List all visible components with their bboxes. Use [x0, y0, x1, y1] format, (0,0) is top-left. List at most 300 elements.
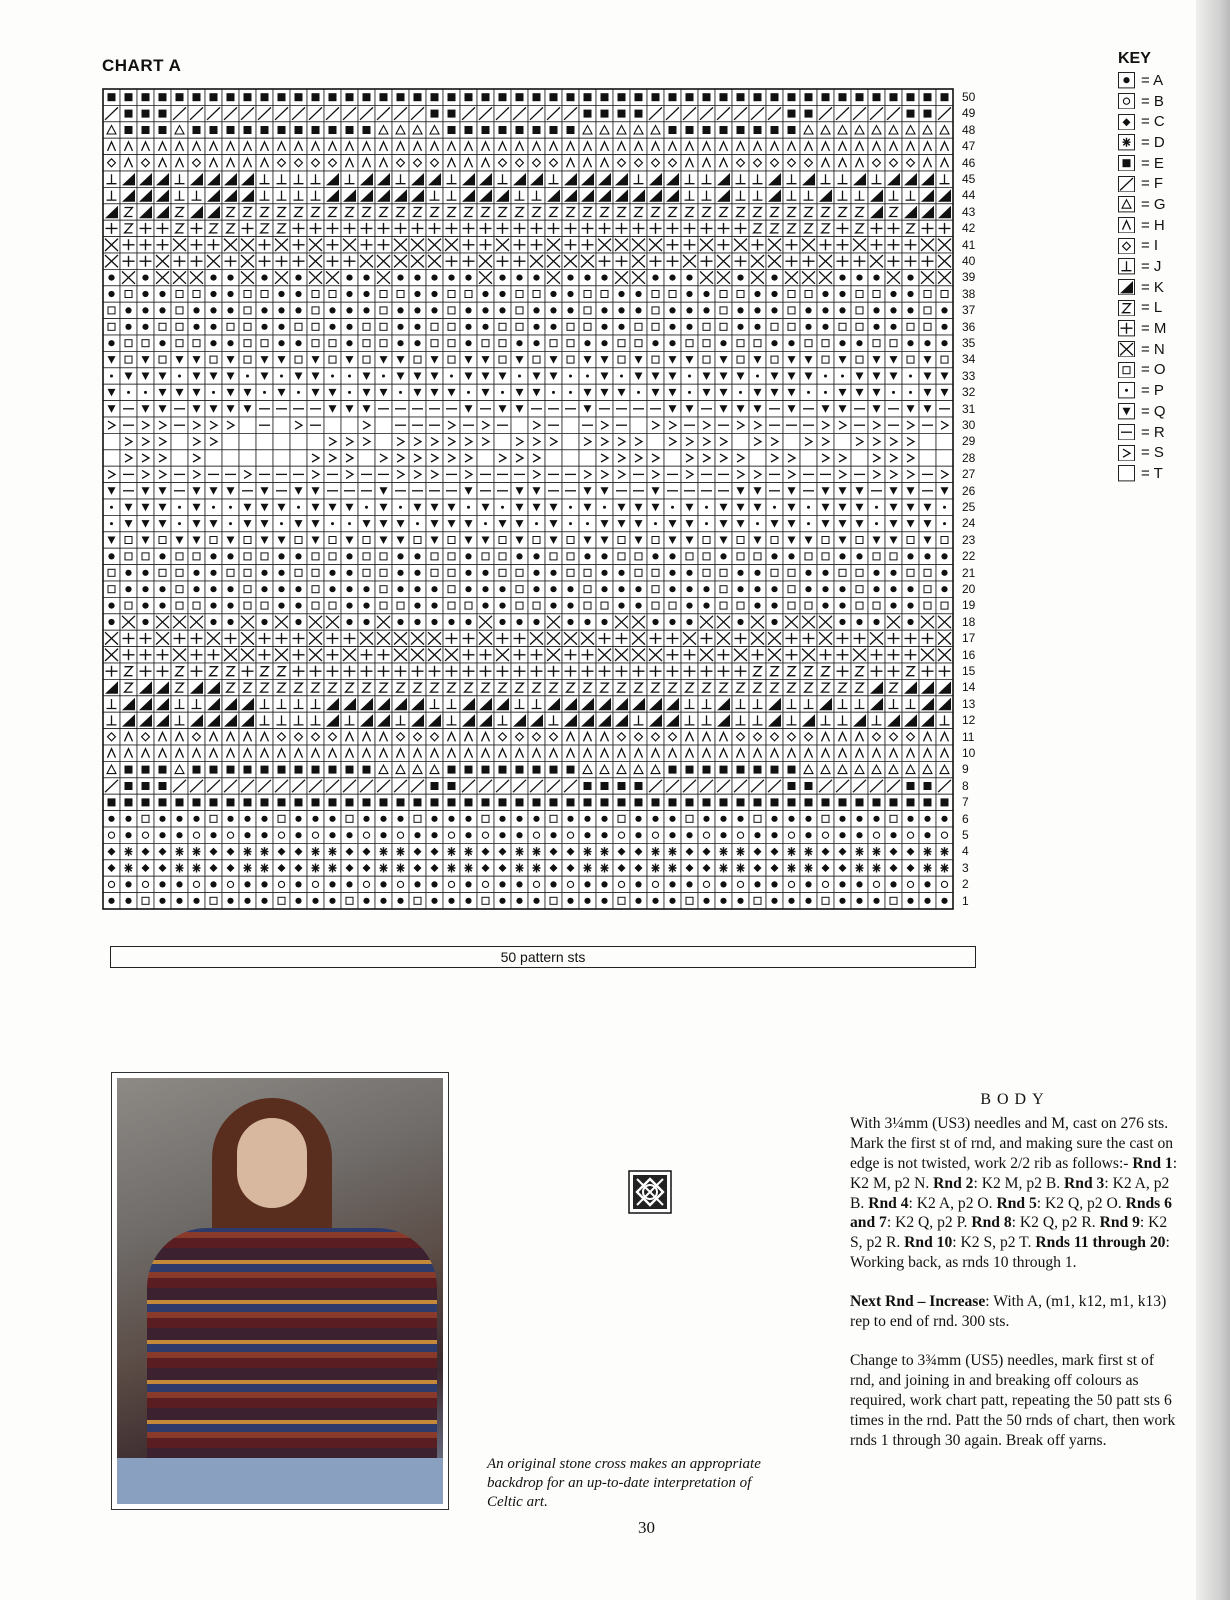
chart-cell [936, 237, 953, 253]
chart-cell [341, 155, 358, 171]
chart-cell [596, 466, 613, 482]
chart-cell [664, 204, 681, 220]
chart-cell [902, 466, 919, 482]
chart-cell [749, 679, 766, 695]
chart-cell [222, 827, 239, 843]
chart-cell [239, 696, 256, 712]
chart-cell [154, 89, 171, 105]
chart-cell [732, 860, 749, 876]
chart-cell [834, 253, 851, 269]
chart-cell [817, 105, 834, 121]
chart-cell [817, 286, 834, 302]
chart-cell [834, 155, 851, 171]
chart-cell [851, 794, 868, 810]
chart-cell [341, 663, 358, 679]
key-label: = H [1141, 216, 1165, 234]
chart-cell [851, 466, 868, 482]
chart-cell [766, 138, 783, 154]
chart-cell [341, 122, 358, 138]
chart-cell [698, 204, 715, 220]
chart-cell [698, 581, 715, 597]
chart-cell [188, 876, 205, 892]
chart-cell [749, 811, 766, 827]
chart-cell [443, 647, 460, 663]
chart-cell [171, 663, 188, 679]
chart-cell [324, 335, 341, 351]
chart-cell [834, 220, 851, 236]
chart-cell [290, 319, 307, 335]
chart-cell [154, 827, 171, 843]
chart-cell [817, 302, 834, 318]
chart-cell [868, 532, 885, 548]
chart-cell [256, 286, 273, 302]
chart-cell [392, 237, 409, 253]
chart-cell [307, 499, 324, 515]
chart-cell [477, 794, 494, 810]
chart-cell [426, 893, 443, 909]
chart-cell [749, 712, 766, 728]
chart-cell [290, 89, 307, 105]
body-text-run: Rnd 10 [904, 1234, 953, 1252]
chart-cell [273, 204, 290, 220]
chart-cell [579, 647, 596, 663]
chart-cell [919, 384, 936, 400]
chart-cell [307, 122, 324, 138]
chart-cell [409, 286, 426, 302]
chart-cell [154, 450, 171, 466]
chart-cell [783, 155, 800, 171]
chart-cell [800, 893, 817, 909]
chart-cell [222, 433, 239, 449]
chart-cell [188, 89, 205, 105]
chart-cell [783, 499, 800, 515]
chart-cell [902, 811, 919, 827]
chart-cell [188, 712, 205, 728]
chart-cell [290, 286, 307, 302]
chart-cell [256, 237, 273, 253]
chart-row [103, 876, 953, 892]
chart-cell [817, 647, 834, 663]
chart-cell [579, 286, 596, 302]
chart-cell [800, 286, 817, 302]
chart-cell [511, 89, 528, 105]
chart-cell [341, 220, 358, 236]
row-number: 43 [962, 204, 976, 219]
chart-cell [698, 565, 715, 581]
chart-cell [120, 483, 137, 499]
chart-cell [766, 237, 783, 253]
chart-cell [613, 237, 630, 253]
chart-cell [698, 860, 715, 876]
chart-cell [341, 204, 358, 220]
chart-cell [409, 237, 426, 253]
chart-cell [868, 384, 885, 400]
chart-cell [375, 286, 392, 302]
chart-cell [460, 220, 477, 236]
chart-cell [562, 696, 579, 712]
chart-cell [290, 745, 307, 761]
chart-cell [154, 187, 171, 203]
chart-cell [290, 433, 307, 449]
chart-cell [324, 187, 341, 203]
chart-cell [443, 384, 460, 400]
chart-cell [647, 483, 664, 499]
chart-cell [256, 466, 273, 482]
chart-cell [868, 351, 885, 367]
chart-cell [800, 712, 817, 728]
knitting-chart-grid [102, 88, 975, 918]
chart-cell [205, 630, 222, 646]
chart-key [1118, 50, 1198, 484]
chart-cell [290, 368, 307, 384]
chart-cell [902, 302, 919, 318]
chart-cell [664, 286, 681, 302]
chart-cell [885, 712, 902, 728]
chart-cell [307, 237, 324, 253]
chart-cell [732, 515, 749, 531]
chart-cell [664, 548, 681, 564]
chart-cell [545, 581, 562, 597]
chart-cell [817, 581, 834, 597]
chart-cell [324, 614, 341, 630]
chart-cell [494, 237, 511, 253]
chart-cell [766, 319, 783, 335]
chart-cell [290, 548, 307, 564]
chart-cell [800, 302, 817, 318]
chart-cell [375, 450, 392, 466]
chart-cell [358, 269, 375, 285]
chart-cell [426, 778, 443, 794]
chart-cell [715, 630, 732, 646]
chart-cell [919, 630, 936, 646]
chart-cell [103, 499, 120, 515]
chart-cell [477, 712, 494, 728]
chart-cell [273, 466, 290, 482]
chart-cell [409, 811, 426, 827]
chart-cell [426, 351, 443, 367]
chart-cell [817, 745, 834, 761]
chart-cell [120, 253, 137, 269]
chart-cell [137, 351, 154, 367]
chart-cell [732, 581, 749, 597]
chart-cell [205, 433, 222, 449]
chart-cell [902, 335, 919, 351]
chart-cell [137, 269, 154, 285]
chart-cell [290, 122, 307, 138]
chart-cell [443, 433, 460, 449]
row-number: 17 [962, 631, 976, 646]
chart-cell [664, 450, 681, 466]
chart-cell [613, 286, 630, 302]
chart-cell [205, 614, 222, 630]
chart-cell [647, 466, 664, 482]
chart-cell [528, 122, 545, 138]
chart-cell [137, 893, 154, 909]
chart-cell [868, 237, 885, 253]
chart-cell [477, 401, 494, 417]
chart-cell [834, 663, 851, 679]
chart-cell [375, 237, 392, 253]
body-text-run: : K2 A, p2 B. [850, 1174, 1170, 1212]
chart-cell [936, 811, 953, 827]
chart-cell [613, 384, 630, 400]
chart-cell [273, 450, 290, 466]
chart-cell [817, 483, 834, 499]
chart-cell [494, 384, 511, 400]
chart-cell [613, 401, 630, 417]
chart-cell [307, 614, 324, 630]
chart-cell [885, 794, 902, 810]
chart-cell [443, 794, 460, 810]
chart-cell [511, 433, 528, 449]
chart-cell [919, 811, 936, 827]
chart-cell [324, 89, 341, 105]
chart-cell [256, 548, 273, 564]
chart-cell [715, 155, 732, 171]
chart-cell [919, 171, 936, 187]
chart-cell [341, 696, 358, 712]
chart-cell [239, 548, 256, 564]
chart-cell [783, 89, 800, 105]
chart-cell [103, 155, 120, 171]
chart-cell [273, 351, 290, 367]
chart-cell [290, 450, 307, 466]
chart-cell [375, 122, 392, 138]
chart-cell [171, 269, 188, 285]
chart-cell [188, 614, 205, 630]
chart-cell [647, 532, 664, 548]
chart-cell [766, 220, 783, 236]
chart-cell [715, 565, 732, 581]
chart-cell [188, 729, 205, 745]
chart-cell [732, 532, 749, 548]
chart-cell [103, 433, 120, 449]
chart-cell [426, 286, 443, 302]
chart-cell [494, 663, 511, 679]
chart-cell [341, 565, 358, 581]
chart-cell [630, 515, 647, 531]
chart-cell [851, 515, 868, 531]
chart-cell [341, 679, 358, 695]
chart-cell [477, 630, 494, 646]
chart-cell [307, 368, 324, 384]
chart-cell [664, 696, 681, 712]
chart-cell [137, 220, 154, 236]
chart-cell [205, 417, 222, 433]
chart-cell [205, 876, 222, 892]
chart-row [103, 253, 953, 269]
row-number: 31 [962, 401, 976, 416]
chart-cell [902, 171, 919, 187]
chart-cell [392, 794, 409, 810]
chart-cell [749, 417, 766, 433]
chart-cell [579, 253, 596, 269]
chart-cell [273, 630, 290, 646]
chart-cell [834, 778, 851, 794]
chart-cell [613, 811, 630, 827]
chart-cell [647, 647, 664, 663]
chart-cell [324, 565, 341, 581]
chart-row [103, 237, 953, 253]
chart-cell [460, 253, 477, 269]
chart-cell [273, 269, 290, 285]
chart-cell [239, 597, 256, 613]
chart-cell [511, 876, 528, 892]
key-label: = L [1141, 299, 1163, 317]
chart-cell [222, 450, 239, 466]
chart-cell [851, 827, 868, 843]
chart-cell [545, 679, 562, 695]
chart-cell [222, 499, 239, 515]
chart-cell [171, 155, 188, 171]
chart-cell [800, 237, 817, 253]
chart-cell [562, 171, 579, 187]
chart-cell [290, 712, 307, 728]
chart-cell [222, 483, 239, 499]
chart-cell [545, 204, 562, 220]
chart-cell [868, 155, 885, 171]
chart-cell [783, 220, 800, 236]
chart-cell [103, 187, 120, 203]
row-number: 35 [962, 336, 976, 350]
chart-cell [120, 663, 137, 679]
chart-cell [171, 138, 188, 154]
chart-cell [579, 778, 596, 794]
chart-cell [766, 286, 783, 302]
chart-cell [358, 105, 375, 121]
chart-cell [358, 729, 375, 745]
chart-cell [630, 187, 647, 203]
chart-cell [375, 466, 392, 482]
chart-cell [936, 679, 953, 695]
chart-cell [698, 302, 715, 318]
chart-cell [103, 893, 120, 909]
chart-cell [528, 794, 545, 810]
chart-cell [630, 450, 647, 466]
chart-cell [919, 253, 936, 269]
chart-cell [919, 663, 936, 679]
chart-cell [562, 89, 579, 105]
chart-cell [392, 220, 409, 236]
row-number: 36 [962, 319, 976, 334]
chart-cell [477, 614, 494, 630]
chart-cell [545, 548, 562, 564]
chart-cell [868, 253, 885, 269]
key-label: = G [1141, 195, 1166, 213]
chart-cell [783, 122, 800, 138]
chart-cell [834, 483, 851, 499]
chart-cell [715, 417, 732, 433]
chart-cell [834, 302, 851, 318]
chart-cell [188, 499, 205, 515]
chart-cell [290, 860, 307, 876]
chart-cell [171, 597, 188, 613]
chart-cell [256, 811, 273, 827]
chart-cell [460, 368, 477, 384]
chart-cell [443, 286, 460, 302]
chart-cell [324, 696, 341, 712]
chart-cell [715, 187, 732, 203]
chart-cell [732, 597, 749, 613]
chart-cell [307, 548, 324, 564]
chart-row [103, 597, 953, 613]
chart-cell [783, 745, 800, 761]
chart-cell [749, 401, 766, 417]
chart-cell [681, 893, 698, 909]
chart-cell [630, 105, 647, 121]
chart-cell [324, 122, 341, 138]
chart-cell [137, 712, 154, 728]
chart-cell [732, 269, 749, 285]
chart-cell [545, 712, 562, 728]
chart-cell [613, 89, 630, 105]
chart-cell [443, 450, 460, 466]
chart-cell [103, 286, 120, 302]
chart-cell [120, 269, 137, 285]
chart-cell [205, 286, 222, 302]
chart-cell [392, 433, 409, 449]
chart-cell [834, 433, 851, 449]
chart-cell [766, 171, 783, 187]
chart-cell [681, 827, 698, 843]
chart-cell [239, 220, 256, 236]
chart-cell [477, 565, 494, 581]
chart-cell [137, 253, 154, 269]
chart-cell [409, 696, 426, 712]
chart-cell [103, 417, 120, 433]
chart-cell [817, 532, 834, 548]
chart-cell [358, 401, 375, 417]
chart-cell [256, 351, 273, 367]
chart-cell [239, 450, 256, 466]
chart-cell [154, 319, 171, 335]
chart-cell [375, 499, 392, 515]
chart-cell [545, 105, 562, 121]
chart-cell [868, 696, 885, 712]
chart-cell [256, 335, 273, 351]
chart-cell [800, 663, 817, 679]
chart-cell [137, 433, 154, 449]
chart-cell [511, 368, 528, 384]
key-symbol-icon [1118, 424, 1135, 440]
chart-row [103, 696, 953, 712]
chart-cell [120, 778, 137, 794]
chart-cell [443, 155, 460, 171]
chart-cell [222, 138, 239, 154]
chart-cell [392, 286, 409, 302]
chart-cell [783, 696, 800, 712]
chart-cell [239, 663, 256, 679]
chart-row [103, 712, 953, 728]
chart-cell [902, 696, 919, 712]
chart-cell [188, 778, 205, 794]
chart-cell [273, 860, 290, 876]
chart-cell [494, 155, 511, 171]
chart-cell [562, 827, 579, 843]
chart-cell [256, 893, 273, 909]
chart-cell [443, 827, 460, 843]
chart-cell [171, 761, 188, 777]
chart-cell [494, 581, 511, 597]
chart-cell [834, 171, 851, 187]
chart-cell [732, 483, 749, 499]
chart-cell [477, 237, 494, 253]
chart-cell [290, 811, 307, 827]
chart-cell [426, 401, 443, 417]
row-number: 39 [962, 270, 976, 285]
chart-cell [273, 515, 290, 531]
chart-cell [528, 237, 545, 253]
